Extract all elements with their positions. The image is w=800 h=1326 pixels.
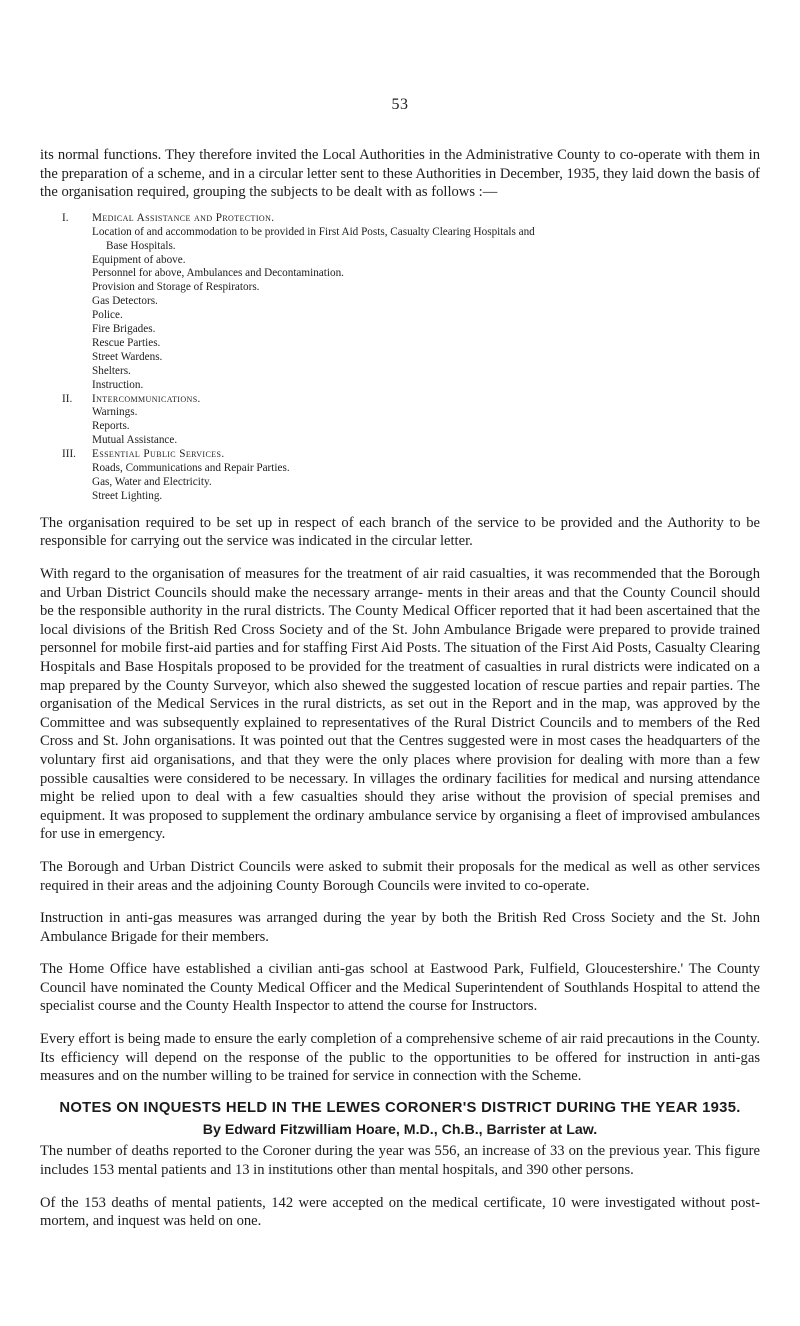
list-item: Instruction. — [92, 378, 144, 391]
section-title: Medical Assistance and Protection. — [92, 211, 275, 224]
section-number: III. — [62, 448, 76, 461]
body-paragraph: Instruction in anti-gas measures was arranged during the year by both the British Red Cross Society and the St. John Ambulance Brigade for their members. — [40, 910, 760, 945]
list-item: Equipment of above. — [92, 253, 186, 266]
list-item: Fire Brigades. — [92, 323, 156, 336]
author-byline: By Edward Fitzwilliam Hoare, M.D., Ch.B., Barrister at Law. — [202, 1122, 598, 1139]
section-number: I. — [62, 211, 69, 224]
page-content — [40, 146, 760, 1231]
list-item: Base Hospitals. — [106, 239, 176, 252]
body-paragraph: Every effort is being made to ensure the early completion of a comprehensive scheme of air raid precautions in the County. Its efficiency will depend on the response of the public to the opportunities to be offered for instruction in anti-gas measures and on the number willing to be trained for service in connection with the Scheme. — [40, 1031, 760, 1085]
list-item: Shelters. — [92, 364, 131, 377]
body-paragraph: The organisation required to be set up in respect of each branch of the service to be provided and the Authority to be responsible for carrying out the service was indicated in the circular letter. — [40, 514, 760, 550]
list-item: Mutual Assistance. — [92, 434, 178, 447]
list-section-intercommunications — [40, 393, 760, 407]
list-item: Street Lighting. — [92, 489, 163, 502]
page-number: 53 — [391, 96, 409, 113]
section-number: II. — [62, 392, 73, 405]
list-item: Rescue Parties. — [92, 336, 161, 349]
subjects-list — [40, 212, 760, 504]
list-item: Gas, Water and Electricity. — [92, 476, 212, 488]
list-item: Location of and accommodation to be provided in First Aid Posts, Casualty Clearing Hospitals and — [92, 225, 535, 238]
list-item: Reports. — [92, 420, 130, 433]
closing-paragraph: Of the 153 deaths of mental patients, 142 were accepted on the medical certificate, 10 were investigated without post-mortem, and inquest was held on one. — [40, 1194, 760, 1230]
body-paragraph: The Home Office have established a civilian anti-gas school at Eastwood Park, Fulfield, Gloucestershire.' The County Council have nominated the County Medical Officer and the Medical Superintendent of Southlands Hospital to attend the specialist course and the County Health Inspector to attend the course for Instructors. — [40, 961, 760, 1015]
list-item: Roads, Communications and Repair Parties. — [92, 462, 290, 475]
section-title: Essential Public Services. — [92, 448, 225, 461]
list-section-public-services — [40, 448, 760, 462]
list-section-medical — [40, 212, 760, 226]
list-item: Warnings. — [92, 406, 138, 419]
body-paragraph: With regard to the organisation of measures for the treatment of air raid casualties, it was recommended that the Borough and Urban District Councils should make the necessary arrange- ments in their areas and that the County Council should be the responsible authority in the rural districts. The County Medical Officer reported that it had been ascertained that the local divisions of the British Red Cross Society and of the St. John Ambulance Brigade were prepared to provide trained personnel for mobile first-aid parties and for staffing First Aid Posts. The situation of the First Aid Posts, Casualty Clearing Hospitals and Base Hospitals proposed to be provided for the treatment of casualties in rural districts were indicated on a map prepared by the County Surveyor, which also shewed the suggested location of rescue parties and repair parties. The organisation of the Medical Services in the rural districts, as set out in the Report and in the map, was approved by the Committee and was subsequently explained to representatives of the Rural District Councils and to members of the Red Cross and St. John organisations. It was pointed out that the Centres suggested were in most cases the headquarters of the voluntary first aid organisations, and that they were the only places where provision for dealing with more than a few possible causalties were considered to be necessary. In villages the ordinary facilities for medical and nursing attendance might be relied upon to deal with a few casualties should they arise without the provision of special premises and equipment. It was proposed to supplement the ordinary ambulance service by organising a fleet of improvised ambulances for use in emergency. — [40, 566, 760, 843]
list-item: Police. — [92, 309, 123, 322]
list-item: Provision and Storage of Respirators. — [92, 281, 260, 294]
intro-paragraph: its normal functions. They therefore invited the Local Authorities in the Administrative County to co-operate with them in the preparation of a scheme, and in a circular letter sent to these Authorities in December, 1935, they laid down the basis of the organisation required, grouping the subjects to be dealt with as follows :— — [40, 147, 760, 201]
list-item: Street Wardens. — [92, 350, 163, 363]
closing-paragraph: The number of deaths reported to the Coroner during the year was 556, an increase of 33 on the previous year. This figure includes 153 mental patients and 13 in institutions other than mental hospitals, and 390 other persons. — [40, 1143, 760, 1178]
section-heading: NOTES ON INQUESTS HELD IN THE LEWES CORONER'S DISTRICT DURING THE YEAR 1935. — [59, 1099, 741, 1116]
list-item: Gas Detectors. — [92, 295, 158, 308]
section-title: Intercommunications. — [92, 392, 201, 405]
body-paragraph: The Borough and Urban District Councils were asked to submit their proposals for the medical as well as other services required in their areas and the adjoining County Borough Councils were invited to co-operate. — [40, 858, 760, 894]
list-item: Personnel for above, Ambulances and Decontamination. — [92, 267, 344, 280]
